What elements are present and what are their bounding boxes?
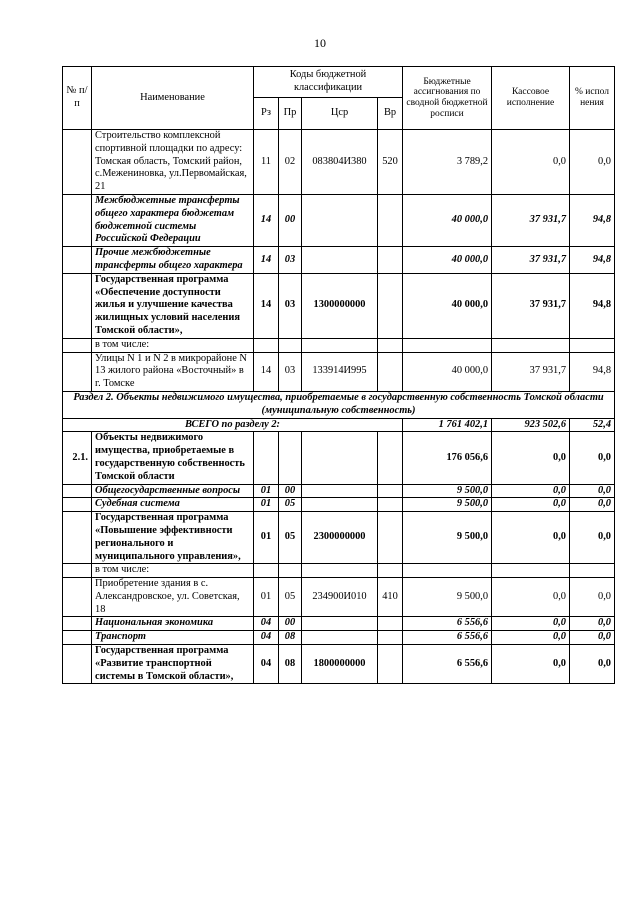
row-cash: 0,0	[492, 645, 570, 684]
row-pct: 94,8	[570, 273, 615, 338]
row-pct: 94,8	[570, 352, 615, 391]
row-rz: 14	[254, 247, 279, 274]
row-name: Прочие межбюджетные трансферты общего характера	[92, 247, 254, 274]
row-vr	[378, 617, 403, 631]
row-pr	[279, 338, 302, 352]
row-name: Государственная программа «Обеспечение доступности жилья и улучшение качества жилищных условий населения Томской области»,	[92, 273, 254, 338]
row-num	[63, 273, 92, 338]
row-budget: 9 500,0	[403, 498, 492, 512]
row-rz: 01	[254, 484, 279, 498]
row-rz	[254, 564, 279, 578]
row-vr	[378, 338, 403, 352]
row-name: в том числе:	[92, 564, 254, 578]
row-pr	[279, 432, 302, 484]
row-csr	[302, 631, 378, 645]
row-num	[63, 194, 92, 246]
row-vr	[378, 352, 403, 391]
row-csr: 234900И010	[302, 578, 378, 617]
row-vr	[378, 194, 403, 246]
row-num	[63, 247, 92, 274]
row-cash: 37 931,7	[492, 273, 570, 338]
row-rz	[254, 338, 279, 352]
header-rz: Рз	[254, 98, 279, 130]
row-csr	[302, 498, 378, 512]
row-cash: 0,0	[492, 578, 570, 617]
table-row	[63, 194, 615, 246]
row-pct: 94,8	[570, 247, 615, 274]
row-rz: 14	[254, 194, 279, 246]
row-rz: 14	[254, 352, 279, 391]
row-rz: 04	[254, 631, 279, 645]
row-vr: 410	[378, 578, 403, 617]
row-pr: 05	[279, 512, 302, 564]
row-budget: 176 056,6	[403, 432, 492, 484]
header-pr: Пр	[279, 98, 302, 130]
row-vr	[378, 432, 403, 484]
row-vr	[378, 273, 403, 338]
row-name: Национальная экономика	[92, 617, 254, 631]
row-cash: 0,0	[492, 130, 570, 195]
row-name: Улицы N 1 и N 2 в микрорайоне N 13 жилого района «Восточный» в г. Томске	[92, 352, 254, 391]
row-pct: 94,8	[570, 194, 615, 246]
row-vr	[378, 645, 403, 684]
row-rz: 01	[254, 578, 279, 617]
row-num: 2.1.	[63, 432, 92, 484]
row-name: Строительство комплексной спортивной площадки по адресу: Томская область, Томский район, с.Межениновка, ул.Первомайская, 21	[92, 130, 254, 195]
row-budget: 6 556,6	[403, 631, 492, 645]
row-pct: 0,0	[570, 498, 615, 512]
section2-title: Раздел 2. Объекты недвижимого имущества, приобретаемые в государственную собственность Томской области (муниципальную собственность)	[63, 391, 615, 418]
row-cash: 0,0	[492, 484, 570, 498]
row-pr: 05	[279, 498, 302, 512]
row-name: Судебная система	[92, 498, 254, 512]
row-csr	[302, 194, 378, 246]
table-row	[63, 578, 615, 617]
table-row	[63, 498, 615, 512]
row-pr: 00	[279, 194, 302, 246]
row-vr	[378, 498, 403, 512]
row-csr: 1300000000	[302, 273, 378, 338]
table-row	[63, 617, 615, 631]
table-row	[63, 484, 615, 498]
row-num	[63, 617, 92, 631]
row-budget: 9 500,0	[403, 512, 492, 564]
row-num	[63, 352, 92, 391]
row-name: Приобретение здания в с. Александровское, ул. Советская, 18	[92, 578, 254, 617]
row-budget: 6 556,6	[403, 617, 492, 631]
row-csr: 2300000000	[302, 512, 378, 564]
row-pr: 05	[279, 578, 302, 617]
row-pct: 0,0	[570, 631, 615, 645]
table-row	[63, 432, 615, 484]
row-pct: 0,0	[570, 645, 615, 684]
row-cash: 37 931,7	[492, 352, 570, 391]
row-cash: 37 931,7	[492, 194, 570, 246]
row-pr: 02	[279, 130, 302, 195]
budget-table	[62, 66, 615, 684]
row-cash	[492, 338, 570, 352]
row-cash: 0,0	[492, 617, 570, 631]
row-name: Межбюджетные трансферты общего характера бюджетам бюджетной системы Российской Федерации	[92, 194, 254, 246]
header-vr: Вр	[378, 98, 403, 130]
row-csr	[302, 617, 378, 631]
row-rz: 01	[254, 498, 279, 512]
row-csr	[302, 564, 378, 578]
table-row	[63, 130, 615, 195]
section1-rows	[63, 130, 615, 392]
row-pr: 00	[279, 617, 302, 631]
row-pct: 0,0	[570, 578, 615, 617]
row-name: Транспорт	[92, 631, 254, 645]
row-budget: 40 000,0	[403, 194, 492, 246]
header-csr: Цср	[302, 98, 378, 130]
row-cash: 0,0	[492, 498, 570, 512]
row-pr: 00	[279, 484, 302, 498]
row-pr: 03	[279, 273, 302, 338]
section2-rows	[63, 432, 615, 684]
row-cash	[492, 564, 570, 578]
row-pct: 0,0	[570, 130, 615, 195]
row-name: Объекты недвижимого имущества, приобретаемые в государственную собственность Томской области	[92, 432, 254, 484]
table-row	[63, 273, 615, 338]
table-row	[63, 512, 615, 564]
row-pct	[570, 338, 615, 352]
section2-total-pct: 52,4	[570, 418, 615, 432]
row-rz: 04	[254, 645, 279, 684]
section2-header	[63, 391, 615, 431]
row-csr	[302, 484, 378, 498]
row-csr: 083804И380	[302, 130, 378, 195]
row-num	[63, 338, 92, 352]
row-budget	[403, 338, 492, 352]
row-cash: 37 931,7	[492, 247, 570, 274]
row-cash: 0,0	[492, 631, 570, 645]
row-vr: 520	[378, 130, 403, 195]
row-csr	[302, 338, 378, 352]
row-csr: 1800000000	[302, 645, 378, 684]
row-pr: 03	[279, 352, 302, 391]
row-budget	[403, 564, 492, 578]
row-num	[63, 564, 92, 578]
row-budget: 3 789,2	[403, 130, 492, 195]
row-num	[63, 631, 92, 645]
row-name: Общегосударственные вопросы	[92, 484, 254, 498]
row-rz: 04	[254, 617, 279, 631]
header-name: Наименование	[92, 67, 254, 130]
row-pct	[570, 564, 615, 578]
header-cash: Кассовое исполнение	[492, 67, 570, 130]
row-rz: 11	[254, 130, 279, 195]
row-pr: 08	[279, 631, 302, 645]
row-budget: 9 500,0	[403, 484, 492, 498]
row-vr	[378, 564, 403, 578]
row-name: Государственная программа «Повышение эффективности регионального и муниципального управления»,	[92, 512, 254, 564]
row-pct: 0,0	[570, 432, 615, 484]
row-pct: 0,0	[570, 512, 615, 564]
row-vr	[378, 512, 403, 564]
row-num	[63, 512, 92, 564]
header-codes: Коды бюджетной классификации	[254, 67, 403, 98]
row-pr: 03	[279, 247, 302, 274]
row-budget: 40 000,0	[403, 273, 492, 338]
header-budget: Бюджетные ассигнования по сводной бюджетной росписи	[403, 67, 492, 130]
row-rz: 14	[254, 273, 279, 338]
row-budget: 9 500,0	[403, 578, 492, 617]
row-csr	[302, 432, 378, 484]
row-pct: 0,0	[570, 617, 615, 631]
row-budget: 40 000,0	[403, 352, 492, 391]
row-rz: 01	[254, 512, 279, 564]
table-row	[63, 247, 615, 274]
table-row	[63, 352, 615, 391]
row-cash: 0,0	[492, 512, 570, 564]
header-pct: % испол нения	[570, 67, 615, 130]
row-name: в том числе:	[92, 338, 254, 352]
row-budget: 40 000,0	[403, 247, 492, 274]
row-num	[63, 498, 92, 512]
row-pr: 08	[279, 645, 302, 684]
row-pr	[279, 564, 302, 578]
row-pct: 0,0	[570, 484, 615, 498]
section2-total-cash: 923 502,6	[492, 418, 570, 432]
table-row	[63, 645, 615, 684]
row-num	[63, 484, 92, 498]
header-num: № п/п	[63, 67, 92, 130]
row-num	[63, 645, 92, 684]
row-vr	[378, 484, 403, 498]
row-num	[63, 578, 92, 617]
row-name: Государственная программа «Развитие транспортной системы в Томской области»,	[92, 645, 254, 684]
row-vr	[378, 247, 403, 274]
table-row	[63, 564, 615, 578]
section2-total-label: ВСЕГО по разделу 2:	[63, 418, 403, 432]
row-rz	[254, 432, 279, 484]
row-cash: 0,0	[492, 432, 570, 484]
section2-total-budget: 1 761 402,1	[403, 418, 492, 432]
table-row	[63, 631, 615, 645]
page-number: 10	[314, 36, 326, 50]
row-csr	[302, 247, 378, 274]
table-row	[63, 338, 615, 352]
row-num	[63, 130, 92, 195]
row-budget: 6 556,6	[403, 645, 492, 684]
row-vr	[378, 631, 403, 645]
row-csr: 133914И995	[302, 352, 378, 391]
